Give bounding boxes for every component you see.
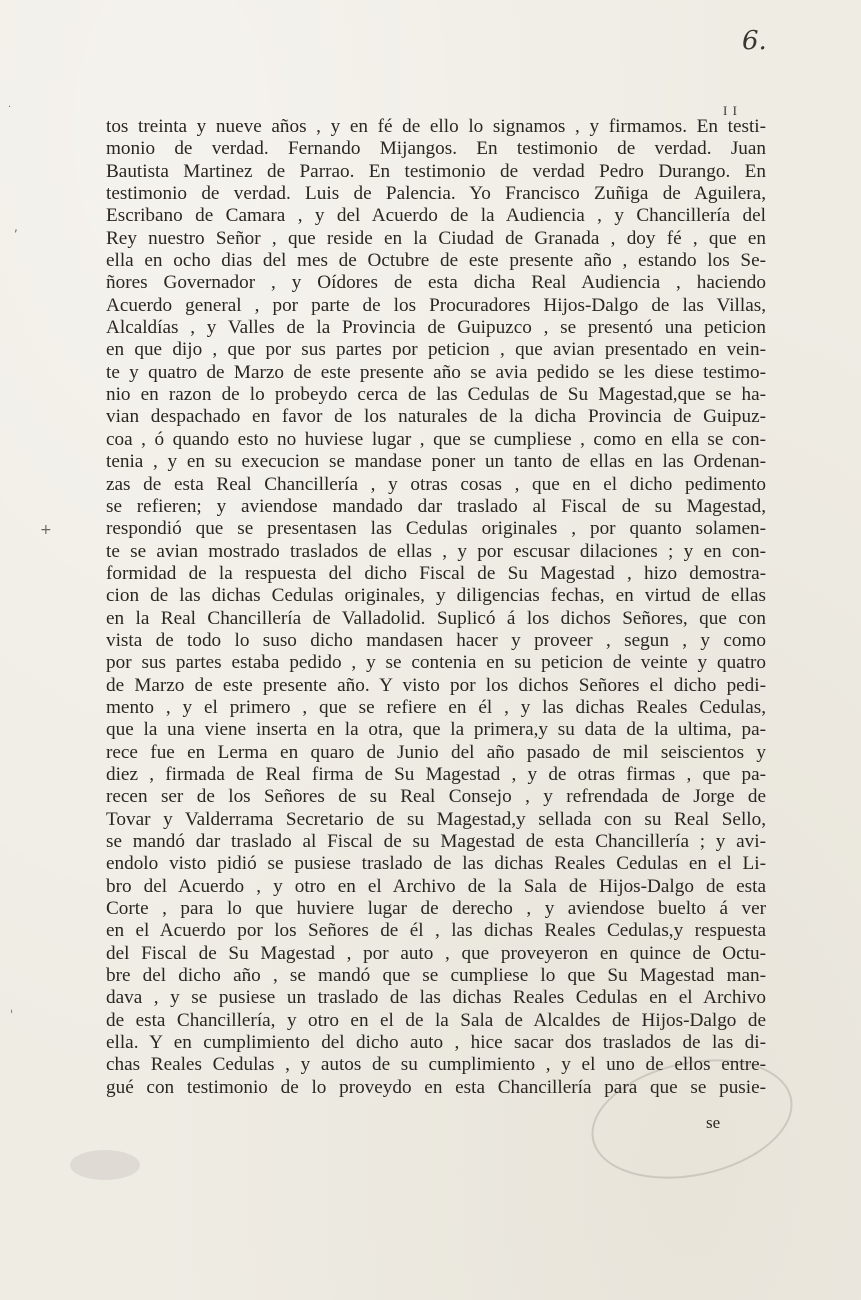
text-line: en la Real Chancillería de Valladolid. Suplicó á los dichos Señores, que con <box>106 607 766 629</box>
text-line: ella. Y en cumplimiento del dicho auto , hice sacar dos traslados de las di- <box>106 1032 766 1054</box>
text-line: del Fiscal de Su Magestad , por auto , que proveyeron en quince de Octu- <box>106 942 766 964</box>
text-line: mento , y el primero , que se refiere en él , y las dichas Reales Cedulas, <box>106 696 766 718</box>
body-text <box>106 116 766 1099</box>
text-line: te y quatro de Marzo de este presente año se avia pedido se les diese testimo- <box>106 361 766 383</box>
text-line: bro del Acuerdo , y otro en el Archivo de la Sala de Hijos-Dalgo de esta <box>106 875 766 897</box>
text-line: cion de las dichas Cedulas originales, y diligencias fechas, en virtud de ellas <box>106 585 766 607</box>
text-line: Tovar y Valderrama Secretario de su Magestad,y sellada con su Real Sello, <box>106 808 766 830</box>
text-line: en el Acuerdo por los Señores de él , las dichas Reales Cedulas,y respuesta <box>106 920 766 942</box>
text-line: zas de esta Real Chancillería , y otras cosas , que en el dicho pedimento <box>106 473 766 495</box>
text-line: monio de verdad. Fernando Mijangos. En testimonio de verdad. Juan <box>106 138 766 160</box>
text-line: bre del dicho año , se mandó que se cumpliese lo que Su Magestad man- <box>106 965 766 987</box>
folio-number: 6. <box>742 26 767 56</box>
signature-mark: I I <box>723 103 738 118</box>
text-line: por sus partes estaba pedido , y se contenia en su peticion de veinte y quatro <box>106 652 766 674</box>
text-line: nio en razon de lo probeydo cerca de las Cedulas de Su Magestad,que se ha- <box>106 384 766 406</box>
text-line: endolo visto pidió se pusiese traslado de las dichas Reales Cedulas en el Li- <box>106 853 766 875</box>
text-line: Acuerdo general , por parte de los Procuradores Hijos-Dalgo de las Villas, <box>106 294 766 316</box>
text-line: testimonio de verdad. Luis de Palencia. Yo Francisco Zuñiga de Aguilera, <box>106 183 766 205</box>
text-line: en que dijo , que por sus partes por peticion , que avian presentado en vein- <box>106 339 766 361</box>
text-line: se refieren; y aviendose mandado dar traslado al Fiscal de su Magestad, <box>106 495 766 517</box>
margin-mark: , <box>14 220 18 234</box>
text-line: tos treinta y nueve años , y en fé de ello lo signamos , y firmamos. En testi- <box>106 116 766 137</box>
ink-smudge <box>70 1150 140 1180</box>
text-line: Escribano de Camara , y del Acuerdo de la Audiencia , y Chancillería del <box>106 205 766 227</box>
text-line: dava , y se pusiese un traslado de las dichas Reales Cedulas en el Archivo <box>106 987 766 1009</box>
margin-mark: ˌ <box>10 1000 14 1014</box>
text-line: respondió que se presentasen las Cedulas originales , por quanto solamen- <box>106 518 766 540</box>
margin-mark: + <box>40 522 52 538</box>
text-line: se mandó dar traslado al Fiscal de su Magestad de esta Chancillería ; y avi- <box>106 831 766 852</box>
text-line: vista de todo lo suso dicho mandasen hacer y proveer , segun , y como <box>106 629 766 651</box>
text-line: coa , ó quando esto no huviese lugar , que se cumpliese , como en ella se con- <box>106 428 766 450</box>
text-line: Alcaldías , y Valles de la Provincia de Guipuzco , se presentó una peticion <box>106 317 766 339</box>
text-line: ñores Governador , y Oídores de esta dicha Real Audiencia , haciendo <box>106 272 766 294</box>
text-line: de Marzo de este presente año. Y visto por los dichos Señores el dicho pedi- <box>106 674 766 696</box>
text-line: chas Reales Cedulas , y autos de su cumplimiento , y el uno de ellos entre- <box>106 1054 766 1076</box>
text-line: Rey nuestro Señor , que reside en la Ciudad de Granada , doy fé , que en <box>106 227 766 249</box>
text-line: recen ser de los Señores de su Real Consejo , y refrendada de Jorge de <box>106 786 766 808</box>
text-line: ella en ocho dias del mes de Octubre de este presente año , estando los Se- <box>106 250 766 272</box>
text-line: formidad de la respuesta del dicho Fiscal de Su Magestad , hizo demostra- <box>106 562 766 584</box>
text-line: rece fue en Lerma en quaro de Junio del año pasado de mil seiscientos y <box>106 741 766 763</box>
text-line: tenia , y en su execucion se mandase poner un tanto de ellas en las Ordenan- <box>106 451 766 473</box>
text-line: que la una viene inserta en la otra, que la primera,y su data de la ultima, pa- <box>106 719 766 741</box>
text-line: de esta Chancillería, y otro en el de la Sala de Alcaldes de Hijos-Dalgo de <box>106 1009 766 1031</box>
text-line: vian despachado en favor de los naturales de la dicha Provincia de Guipuz- <box>106 406 766 428</box>
margin-mark: ‧ <box>8 102 12 113</box>
text-line: Corte , para lo que huviere lugar de derecho , y aviendose buelto á ver <box>106 898 766 920</box>
text-line: gué con testimonio de lo proveydo en esta Chancillería para que se pusie- <box>106 1076 766 1098</box>
text-line: diez , firmada de Real firma de Su Magestad , y de otras firmas , que pa- <box>106 763 766 785</box>
text-line: Bautista Martinez de Parrao. En testimonio de verdad Pedro Durango. En <box>106 160 766 182</box>
text-line: te se avian mostrado traslados de ellas , y por escusar dilaciones ; y en con- <box>106 540 766 562</box>
catchword: se <box>706 1113 721 1132</box>
